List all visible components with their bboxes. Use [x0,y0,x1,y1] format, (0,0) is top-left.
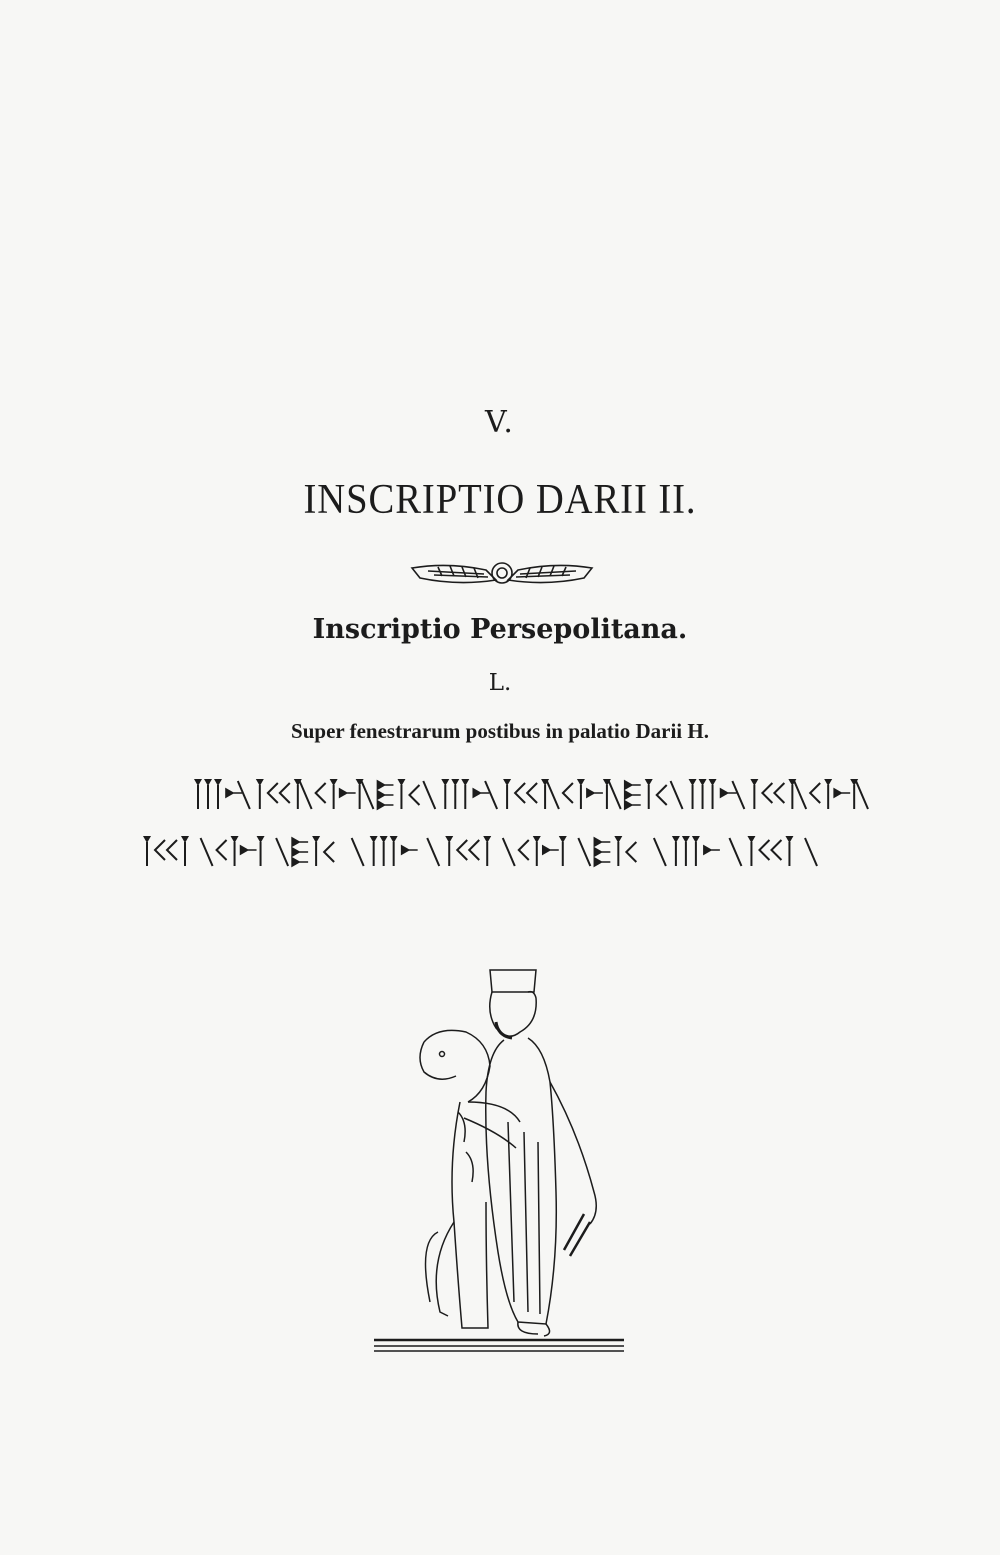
cuneiform-word [625,779,683,809]
cuneiform-word [445,836,515,866]
cuneiform-word [143,836,213,866]
cuneiform-word [217,836,289,866]
cuneiform-word [594,836,666,866]
inscription-title: INSCRIPTIO DARII II. [303,477,697,523]
cuneiform-word [519,836,591,866]
inscription-subtitle: Inscriptio Persepolitana. [312,614,688,645]
cuneiform-word [503,779,559,809]
cuneiform-word [750,779,806,809]
king-lion-relief-icon [368,962,628,1362]
cuneiform-word [563,779,621,809]
inscription-caption: Super fenestrarum postibus in palatio Darii H. [291,719,709,743]
cuneiform-word [316,779,374,809]
cuneiform-word [256,779,312,809]
winged-disk-icon [408,558,596,590]
cuneiform-word [377,779,435,809]
cuneiform-word [370,836,440,866]
cuneiform-word [441,779,497,809]
cuneiform-word [292,836,364,866]
cuneiform-word [672,836,742,866]
cuneiform-word [194,779,250,809]
inscription-siglum: L. [488,670,512,696]
section-number: V. [485,405,515,440]
cuneiform-word [747,836,817,866]
cuneiform-line-2 [137,832,827,872]
cuneiform-line-1 [188,775,878,815]
cuneiform-word [689,779,745,809]
cuneiform-word [810,779,868,809]
